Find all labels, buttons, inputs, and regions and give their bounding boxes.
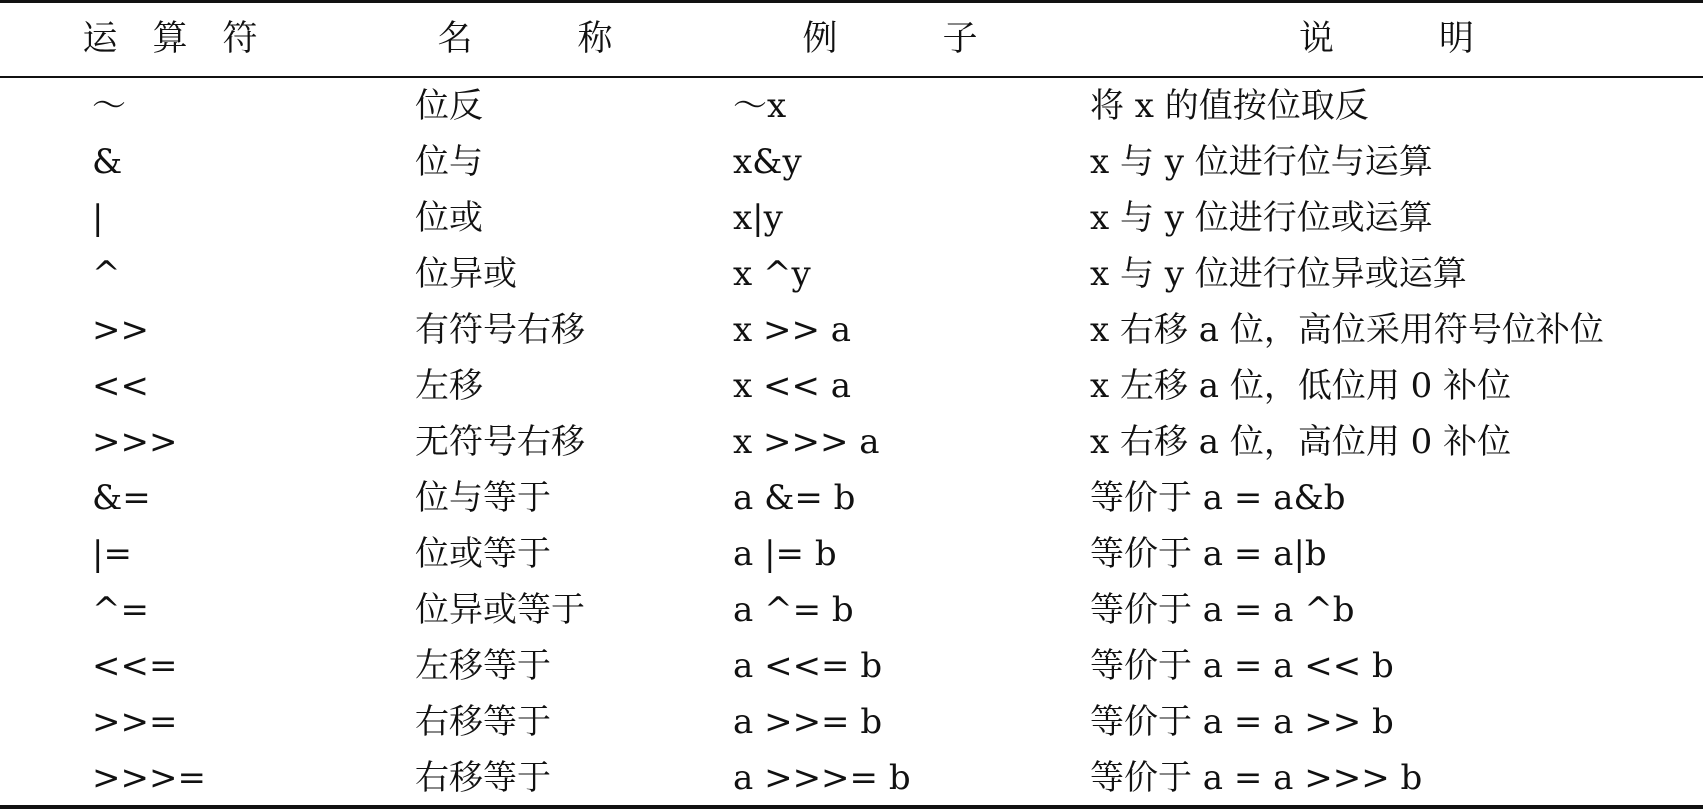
name-cell: 位异或 <box>415 254 517 294</box>
description-cell: x 与 y 位进行位异或运算 <box>1090 254 1467 294</box>
name-cell: 位或 <box>415 198 483 238</box>
operator-cell: | <box>92 198 104 238</box>
name-cell: 右移等于 <box>415 758 551 798</box>
operator-cell: ^= <box>92 590 149 630</box>
example-cell: x&y <box>733 142 802 182</box>
example-cell: a <<= b <box>733 646 883 686</box>
operator-cell: |= <box>92 534 132 574</box>
description-cell: 等价于 a = a&b <box>1090 478 1346 518</box>
name-cell: 左移 <box>415 366 483 406</box>
name-cell: 有符号右移 <box>415 310 585 350</box>
table-body <box>0 78 1703 805</box>
table-row <box>0 694 1703 750</box>
table-row <box>0 470 1703 526</box>
description-cell: 等价于 a = a|b <box>1090 534 1327 574</box>
table-row <box>0 190 1703 246</box>
example-cell: a >>= b <box>733 702 883 742</box>
example-cell: x >>> a <box>733 422 880 462</box>
operator-cell: >>> <box>92 422 178 462</box>
name-cell: 位或等于 <box>415 534 551 574</box>
description-cell: x 与 y 位进行位与运算 <box>1090 142 1433 182</box>
operator-cell: >>= <box>92 702 178 742</box>
operator-cell: >>>= <box>92 758 206 798</box>
name-cell: 左移等于 <box>415 646 551 686</box>
name-cell: 右移等于 <box>415 702 551 742</box>
header-name: 名 称 <box>437 19 613 59</box>
description-cell: 等价于 a = a ^b <box>1090 590 1355 630</box>
description-cell: 等价于 a = a << b <box>1090 646 1394 686</box>
name-cell: 位与 <box>415 142 483 182</box>
example-cell: a &= b <box>733 478 856 518</box>
table-row <box>0 638 1703 694</box>
description-cell: 将 x 的值按位取反 <box>1090 86 1369 126</box>
table-row <box>0 414 1703 470</box>
table-row <box>0 750 1703 806</box>
operator-cell: & <box>92 142 123 182</box>
table-row <box>0 582 1703 638</box>
operator-cell: ^ <box>92 254 121 294</box>
example-cell: x >> a <box>733 310 852 350</box>
table-row <box>0 246 1703 302</box>
description-cell: x 右移 a 位，高位用 0 补位 <box>1090 422 1512 462</box>
name-cell: 位异或等于 <box>415 590 585 630</box>
description-cell: x 与 y 位进行位或运算 <box>1090 198 1433 238</box>
header-example: 例 子 <box>802 19 978 59</box>
operator-cell: <<= <box>92 646 178 686</box>
table-row <box>0 134 1703 190</box>
example-cell: x|y <box>733 198 783 238</box>
example-cell: a ^= b <box>733 590 854 630</box>
operator-cell: &= <box>92 478 151 518</box>
operator-cell: >> <box>92 310 149 350</box>
table-row <box>0 358 1703 414</box>
description-cell: x 右移 a 位，高位采用符号位补位 <box>1090 310 1604 350</box>
description-cell: 等价于 a = a >> b <box>1090 702 1394 742</box>
example-cell: x << a <box>733 366 852 406</box>
table-bottom-rule <box>0 805 1703 809</box>
table-row <box>0 78 1703 134</box>
description-cell: 等价于 a = a >>> b <box>1090 758 1423 798</box>
description-cell: x 左移 a 位，低位用 0 补位 <box>1090 366 1512 406</box>
table-row <box>0 302 1703 358</box>
table-row <box>0 526 1703 582</box>
example-cell: a |= b <box>733 534 837 574</box>
example-cell: x ^y <box>733 254 811 294</box>
operator-cell: << <box>92 366 149 406</box>
example-cell: a >>>= b <box>733 758 911 798</box>
name-cell: 位与等于 <box>415 478 551 518</box>
name-cell: 无符号右移 <box>415 422 585 462</box>
header-description: 说 明 <box>1298 19 1474 59</box>
table-header <box>0 3 1703 76</box>
name-cell: 位反 <box>415 86 483 126</box>
operator-cell: ～ <box>92 86 126 126</box>
header-operator: 运 算 符 <box>82 19 258 59</box>
example-cell: ～x <box>733 86 787 126</box>
